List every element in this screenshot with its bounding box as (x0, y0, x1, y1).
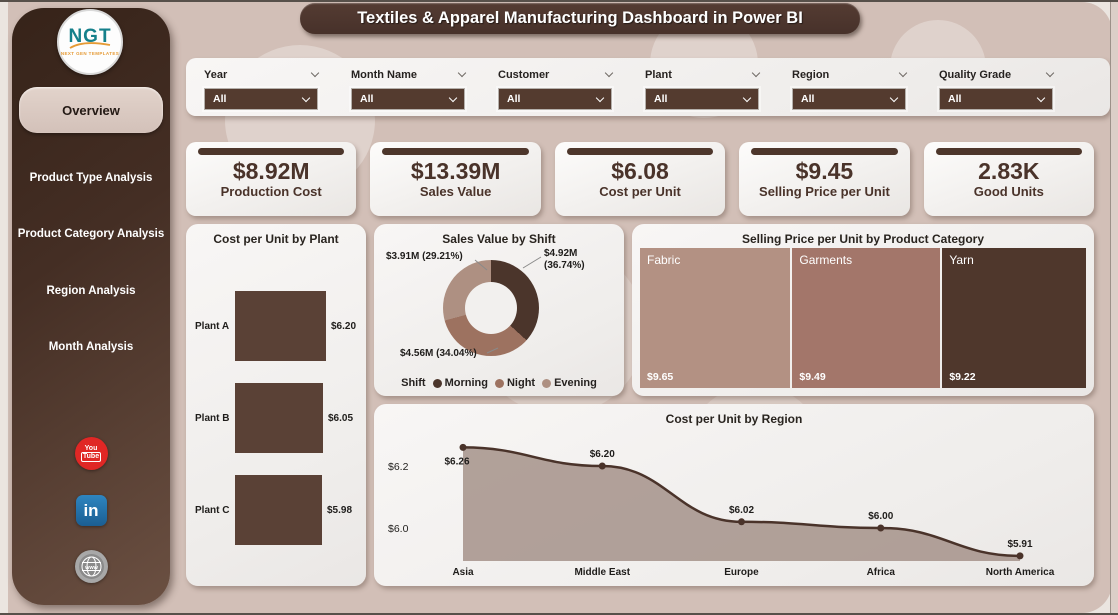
area-chart-cost-per-unit-by-region (374, 404, 1094, 586)
sidebar-item-region-analysis[interactable] (12, 285, 170, 297)
sidebar-item-product-type-analysis[interactable] (12, 172, 170, 184)
ngt-logo (57, 9, 123, 75)
slicer-label: Region (792, 68, 830, 81)
kpi-accent-bar (198, 148, 345, 155)
chevron-down-icon[interactable] (605, 69, 613, 77)
bar-rows (195, 291, 360, 567)
slicer-label: Quality Grade (939, 68, 1012, 81)
x-axis-label: North America (985, 567, 1055, 578)
kpi-accent-bar (567, 148, 714, 155)
globe-glyph (78, 553, 105, 580)
year-dropdown[interactable] (204, 88, 318, 110)
legend-item[interactable] (495, 377, 535, 389)
treemap-item[interactable] (640, 248, 790, 388)
legend-name: Morning (444, 377, 488, 389)
sidebar-item-label: Product Type Analysis (29, 172, 153, 184)
quality-grade-dropdown[interactable] (939, 88, 1053, 110)
data-point[interactable] (599, 463, 606, 470)
treemap-item-value: $9.49 (799, 371, 826, 383)
x-axis-label: Europe (724, 567, 759, 578)
treemap-item-value: $9.65 (647, 371, 674, 383)
kpi-label: Good Units (973, 184, 1044, 199)
donut-callout-morning: $4.92M (36.74%) (544, 248, 585, 271)
data-label: $5.98 (327, 504, 353, 516)
kpi-accent-bar (936, 148, 1083, 155)
data-point[interactable] (460, 444, 467, 451)
plant-dropdown[interactable] (645, 88, 759, 110)
window-top-border (0, 0, 1118, 2)
donut-legend (374, 377, 624, 389)
kpi-value: $6.08 (611, 158, 669, 184)
sidebar-item-overview[interactable] (19, 87, 163, 133)
social-row (12, 437, 170, 470)
data-label: $6.05 (328, 412, 354, 424)
slicer-plant (645, 67, 759, 116)
slicer-region (792, 67, 906, 116)
treemap-item[interactable] (942, 248, 1086, 388)
chart-title: Cost per Unit by Plant (213, 232, 339, 246)
data-point[interactable] (877, 525, 884, 532)
chevron-down-icon (1037, 93, 1045, 101)
slicer-year (204, 67, 318, 116)
chevron-down-icon[interactable] (1046, 69, 1054, 77)
y-axis-tick: $6.0 (388, 523, 409, 535)
dropdown-value: All (360, 93, 374, 105)
data-label: $6.20 (589, 449, 615, 460)
chevron-down-icon (449, 93, 457, 101)
bar-rect[interactable] (235, 475, 322, 545)
dropdown-value: All (948, 93, 962, 105)
youtube-text: Tube (82, 453, 100, 460)
sidebar (12, 8, 170, 605)
donut-callout-night: $4.56M (34.04%) (400, 348, 477, 359)
kpi-row (186, 142, 1094, 216)
data-label: $5.91 (1007, 538, 1033, 550)
chevron-down-icon (596, 93, 604, 101)
legend-title: Shift (401, 377, 426, 389)
donut-hole (465, 282, 517, 334)
kpi-value: $13.39M (410, 158, 501, 184)
legend-dot (433, 379, 442, 388)
data-label: $6.02 (728, 504, 755, 516)
sidebar-item-label: Region Analysis (46, 285, 136, 297)
treemap (640, 248, 1086, 388)
x-axis-label: Middle East (574, 567, 631, 578)
bar-chart-cost-per-unit-by-plant (186, 224, 366, 586)
treemap-item-name: Garments (799, 253, 853, 267)
kpi-value: $9.45 (795, 158, 854, 184)
legend-item[interactable] (542, 377, 597, 389)
donut-chart-sales-value-by-shift (374, 224, 624, 396)
kpi-label: Cost per Unit (599, 184, 681, 199)
category-label: Plant B (195, 412, 230, 424)
x-axis-label: Africa (866, 567, 895, 578)
sidebar-item-product-category-analysis[interactable] (12, 228, 170, 240)
data-point[interactable] (738, 518, 745, 525)
chart-title: Selling Price per Unit by Product Category (741, 232, 985, 246)
dropdown-value: All (507, 93, 521, 105)
sidebar-item-label: Month Analysis (48, 341, 134, 353)
logo-subtext: NEXT GEN TEMPLATES (60, 50, 120, 56)
chevron-down-icon[interactable] (752, 69, 760, 77)
kpi-card-sales-value (370, 142, 540, 216)
line-chart-canvas (374, 404, 1094, 586)
legend-dot (542, 379, 551, 388)
sidebar-item-month-analysis[interactable] (12, 341, 170, 353)
logo-swoosh-icon (68, 42, 112, 50)
kpi-card-good-units (924, 142, 1094, 216)
bar-row (195, 291, 360, 361)
slicer-label: Year (204, 68, 228, 81)
data-label: $6.20 (331, 320, 357, 332)
region-dropdown[interactable] (792, 88, 906, 110)
legend-name: Night (506, 377, 536, 389)
kpi-card-selling-price-per-unit (739, 142, 909, 216)
kpi-label: Selling Price per Unit (759, 184, 890, 199)
x-axis-label: Asia (452, 567, 474, 578)
chevron-down-icon[interactable] (458, 69, 466, 77)
bar-rect[interactable] (235, 383, 323, 453)
chart-title: Sales Value by Shift (442, 232, 556, 246)
linkedin-icon[interactable] (76, 495, 107, 526)
donut-callout-evening: $3.91M (29.21%) (386, 251, 463, 262)
kpi-value: $8.92M (232, 158, 310, 184)
youtube-icon[interactable] (75, 437, 108, 470)
treemap-item-name: Yarn (949, 253, 974, 267)
chevron-down-icon (302, 93, 310, 101)
bar-row (195, 475, 360, 545)
legend-dot (495, 379, 504, 388)
month-name-dropdown[interactable] (351, 88, 465, 110)
kpi-accent-bar (382, 148, 529, 155)
treemap-selling-price-by-product-category (632, 224, 1094, 396)
category-label: Plant C (195, 504, 230, 516)
data-label: $6.00 (868, 511, 894, 522)
treemap-item-value: $9.22 (949, 371, 976, 383)
category-label: Plant A (195, 320, 230, 332)
dashboard-title-banner (300, 3, 860, 34)
treemap-item[interactable] (792, 248, 940, 388)
chevron-down-icon (890, 93, 898, 101)
slicer-label: Month Name (351, 68, 417, 81)
social-row (12, 550, 170, 583)
chevron-down-icon[interactable] (311, 69, 319, 77)
legend-item[interactable] (433, 377, 488, 389)
youtube-text: You (84, 445, 98, 452)
kpi-label: Production Cost (220, 184, 322, 199)
bar-row (195, 383, 360, 453)
slicer-month-name (351, 67, 465, 116)
slicer-label: Plant (645, 68, 672, 81)
right-edge-strip (1110, 0, 1118, 615)
treemap-item-name: Fabric (647, 253, 681, 267)
linkedin-text: in (83, 500, 99, 520)
page-title: Textiles & Apparel Manufacturing Dashboard in Power BI (357, 9, 803, 27)
slicer-label: Customer (498, 68, 550, 81)
kpi-accent-bar (751, 148, 898, 155)
chevron-down-icon[interactable] (899, 69, 907, 77)
slicer-customer (498, 67, 612, 116)
bar-rect[interactable] (235, 291, 326, 361)
kpi-card-cost-per-unit (555, 142, 725, 216)
data-point[interactable] (1017, 552, 1024, 559)
chart-title: Cost per Unit by Region (665, 412, 803, 426)
social-row (12, 495, 170, 526)
sidebar-item-label: Product Category Analysis (17, 228, 165, 240)
filter-panel (186, 58, 1110, 116)
dropdown-value: All (654, 93, 668, 105)
legend-name: Evening (554, 377, 597, 389)
dropdown-value: All (801, 93, 815, 105)
kpi-card-production-cost (186, 142, 356, 216)
svg-text:www: www (84, 565, 98, 571)
chevron-down-icon (743, 93, 751, 101)
kpi-label: Sales Value (419, 184, 492, 199)
data-label: $6.26 (444, 456, 470, 468)
logo-text: NGT (68, 25, 112, 47)
y-axis-tick: $6.2 (388, 461, 409, 473)
customer-dropdown[interactable] (498, 88, 612, 110)
dropdown-value: All (213, 93, 227, 105)
slicer-quality-grade (939, 67, 1053, 116)
website-globe-icon[interactable] (75, 550, 108, 583)
kpi-value: 2.83K (978, 158, 1040, 184)
sidebar-item-label: Overview (62, 102, 120, 118)
